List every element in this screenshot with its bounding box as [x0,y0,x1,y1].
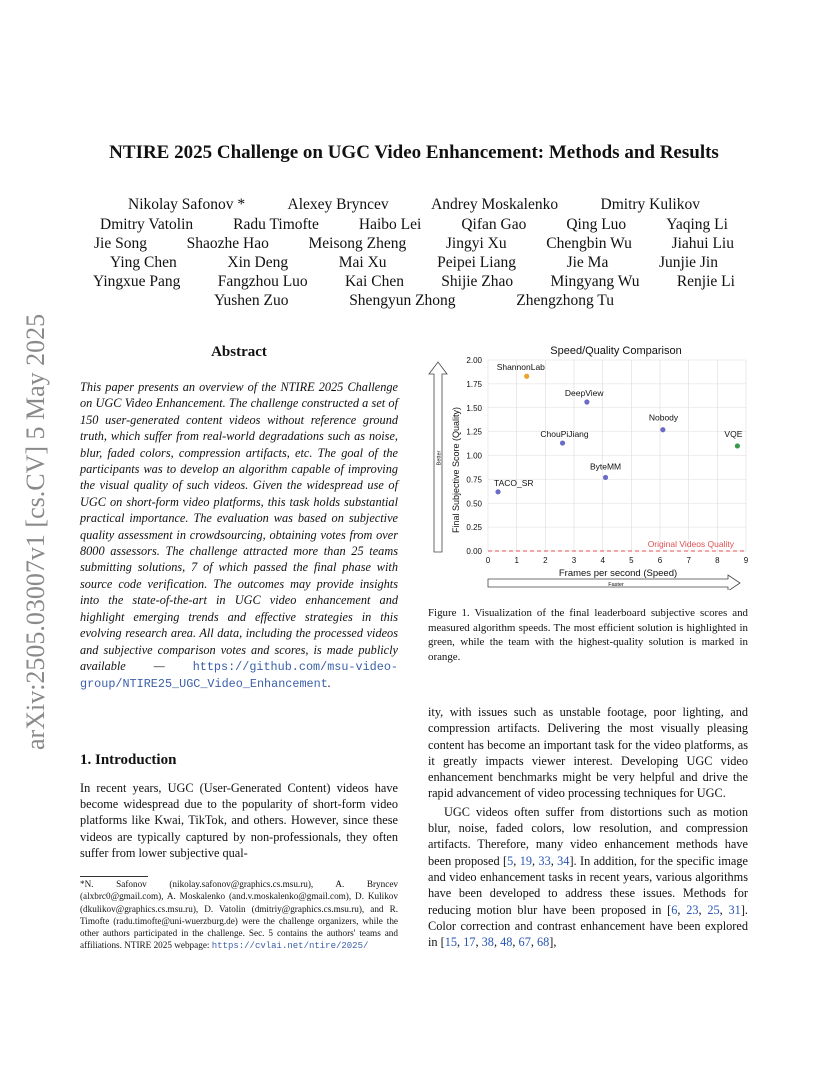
author: Radu Timofte [233,216,319,233]
footnote-divider [80,876,148,877]
author: Alexey Bryncev [287,196,389,213]
citation-link[interactable]: 34 [557,853,570,868]
x-tick-label: 6 [657,556,663,565]
citation-link[interactable]: 33 [538,853,551,868]
author: Shijie Zhao [441,273,514,290]
abstract-body-text: This paper presents an overview of the NTIRE 2025 Challenge on UGC Video Enhancement. The challenge constructed a set of 150 user-generated content videos without reference ground truth, which suffer from real-world degradations such as noise, blur, faded colors, compression artifacts, etc. The goal of the participants was to develop an algorithm capable of improving the visual quality of such videos. Given the widespread use of UGC on short-form video platforms, this task holds substantial practical importance. The evaluation was based on subjective quality assessment in crowdsourcing, obtaining votes from over 8000 assessors. The challenge attracted more than 25 teams submitting solutions, 7 of which passed the final phase with source code verification. The outcomes may provide insights into the state-of-the-art in UGC video enhancement and highlight emerging trends and effective strategies in this evolving research area. All data, including the processed videos and subjective comparison votes and scores, is made publicly available — [80,380,398,673]
citation-link[interactable]: 23 [686,902,699,917]
data-point-label: ByteMM [589,461,622,472]
author-row-2 [80,215,748,234]
citation-link[interactable]: 17 [463,935,476,950]
reference-line-group [488,539,746,551]
arxiv-identifier: arXiv:2505.03007v1 [cs.CV] 5 May 2025 [21,313,50,750]
text-run: ], [549,935,557,950]
chart-points [494,362,743,494]
data-point-label: Nobody [648,412,679,423]
better-arrow [429,362,447,552]
paragraph: UGC videos often suffer from distortions such as motion blur, noise, faded colors, low resolution, and compression artifacts. Therefore, many video enhancement methods have been proposed [5, 19, 33, 34]. In addition, for the specific image and video enhancement tasks in recent years, various algorithms have been developed to address these issues. Methods for reducing motion blur have been proposed in [6, 23, 25, 31]. Color correction and contrast enhancement have been explored in [15, 17, 38, 48, 67, 68], [428,804,748,950]
paper-title: NTIRE 2025 Challenge on UGC Video Enhancement: Methods and Results [109,142,719,163]
citation-link[interactable]: 15 [444,935,458,950]
author: Qifan Gao [461,216,527,233]
author: Chengbin Wu [546,235,632,252]
data-point-label: DeepView [564,388,604,399]
citation-link[interactable]: 68 [537,935,550,950]
author-row-3 [94,234,734,253]
citation-link[interactable]: 48 [500,935,513,950]
author: Nikolay Safonov * [128,196,246,213]
author: Jie Ma [566,254,609,271]
x-tick-label: 4 [600,556,605,565]
author: Haibo Lei [358,216,422,233]
author: Andrey Moskalenko [431,196,559,213]
data-point [560,440,565,445]
data-point-label: ChouPiJiang [540,429,589,440]
chart-grid [488,360,746,551]
y-tick-label: 0.75 [466,475,482,485]
footnote-text: *N. Safonov (nikolay.safonov@graphics.cs.msu.ru), A. Bryncev (alxbrc0@gmail.com), A. Moskalenko (and.v.moskalenko@gmail.com), D. Kulikov (dkulikov@graphics.cs.msu.ru), D. Vatolin (dmitriy@graphics.cs.msu.ru), and R. Timofte (radu.timofte@uni-wuerzburg.de) were the challenge organizers, while the other authors participated in the challenge. Sec. 5 contains the authors' teams and affiliations. NTIRE 2025 webpage: [80,879,398,951]
speed-quality-figure [428,340,756,590]
y-tick-label: 0.50 [466,499,482,509]
author: Yaqing Li [666,216,728,233]
citation-link[interactable]: 38 [481,935,494,950]
x-tick-label: 5 [629,556,634,565]
citation-link[interactable]: 31 [728,902,741,917]
introduction-text: In recent years, UGC (User-Generated Content) videos have become widespread due to the popularity of short-form video platforms like Kwai, TikTok, and others. However, since these videos are typically captured by non-professionals, they often suffer from lower subjective qual- [80,781,398,860]
section-heading-introduction: 1. Introduction [80,752,177,768]
x-tick-label: 3 [571,556,577,565]
data-point-label: ShannonLab [496,362,545,373]
x-tick-label: 7 [686,556,691,565]
y-tick-label: 0.25 [466,523,482,533]
author: Jingyi Xu [445,235,507,252]
author: Mai Xu [338,254,387,271]
author: Peipei Liang [437,254,516,271]
paragraph: ity, with issues such as unstable footage, poor lighting, and compression artifacts. Delivering the most visually pleasing content has become an important task for the video platforms, as it greatly impacts viewer interest. Developing UGC video enhancement benchmarks might be very helpful and drive the rapid advancement of video processing techniques for UGC. [428,705,748,801]
data-point [524,374,529,379]
figure-caption: Figure 1. Visualization of the final leaderboard subjective scores and measured algorithm speeds. The most efficient solution is highlighted in green, while the team with the highest-quality solution is marked in orange. [428,607,748,663]
right-column-text [428,704,748,950]
data-point [584,399,589,404]
author: Xin Deng [227,254,289,271]
author: Dmitry Kulikov [600,196,700,213]
y-tick-label: 2.00 [466,356,482,365]
x-tick-label: 9 [743,556,749,565]
x-tick-label: 8 [715,556,720,565]
text-run: ]. Color correction and contrast enhancement have been explored in [ [428,902,748,950]
reference-line-label: Original Videos Quality [647,539,734,549]
better-arrow-label: Better [436,450,443,466]
author: Ying Chen [110,254,177,271]
data-point [603,475,608,480]
y-tick-label: 1.75 [466,379,482,389]
x-tick-label: 2 [543,556,548,565]
data-point-label: TACO_SR [494,477,534,488]
author-row-5 [93,272,735,291]
footnote [80,878,398,953]
author-row-6 [214,291,614,310]
author: Jiahui Liu [671,235,734,252]
author: Fangzhou Luo [217,273,308,290]
citation-link[interactable]: 5 [507,853,514,868]
abstract-end: . [327,676,331,691]
author: Yushen Zuo [214,292,289,309]
chart-title: Speed/Quality Comparison [550,345,682,357]
arxiv-side-stamp [14,280,54,760]
author: Dmitry Vatolin [100,216,194,233]
data-point-label: VQE [724,428,743,439]
x-tick-label: 1 [514,556,519,565]
author: Shaozhe Hao [186,235,269,252]
author: Shengyun Zhong [349,292,456,309]
text-run: ]. In addition, for the specific image and video enhancement tasks in recent years, various algorithms have been developed to address these issues. Methods for reducing motion blur have been proposed in [ [428,853,748,917]
author: Mingyang Wu [550,273,640,290]
text-run: UGC videos often suffer from distortions such as motion blur, noise, faded colors, low resolution, and compression artifacts. Therefore, many video enhancement methods have been proposed [ [428,804,748,868]
data-point [660,427,665,432]
webpage-link[interactable]: https://cvlai.net/ntire/2025/ [211,941,369,952]
x-tick-label: 0 [485,556,491,565]
author: Qing Luo [566,216,627,233]
y-tick-label: 0.00 [466,547,482,556]
author: Yingxue Pang [93,273,181,290]
author: Jie Song [94,235,147,252]
author: Junjie Jin [659,254,718,271]
citation-link[interactable]: 25 [707,902,720,917]
author-row-1 [80,195,748,214]
author: Renjie Li [676,273,735,290]
y-tick-label: 1.50 [466,403,482,413]
citation-link[interactable]: 19 [519,853,532,868]
y-tick-label: 1.00 [466,451,482,461]
author: Kai Chen [344,273,404,290]
data-point [735,443,740,448]
citation-link[interactable]: 6 [671,902,678,917]
author-row-4 [80,253,748,272]
author: Zhengzhong Tu [516,292,614,309]
dataset-link[interactable]: https://github.com/msu-video-group/NTIRE25_UGC_Video_Enhancement [80,659,398,692]
author: Meisong Zheng [308,235,407,252]
abstract-heading: Abstract [211,344,267,360]
speed-quality-chart [428,340,756,590]
faster-arrow-label: Faster [608,582,624,588]
x-axis-label: Frames per second (Speed) [558,568,678,579]
citation-link[interactable]: 67 [518,935,531,950]
abstract-text [80,379,398,693]
y-tick-label: 1.25 [466,427,482,437]
data-point [495,489,500,494]
y-axis-label: Final Subjective Score (Quality) [451,406,461,534]
